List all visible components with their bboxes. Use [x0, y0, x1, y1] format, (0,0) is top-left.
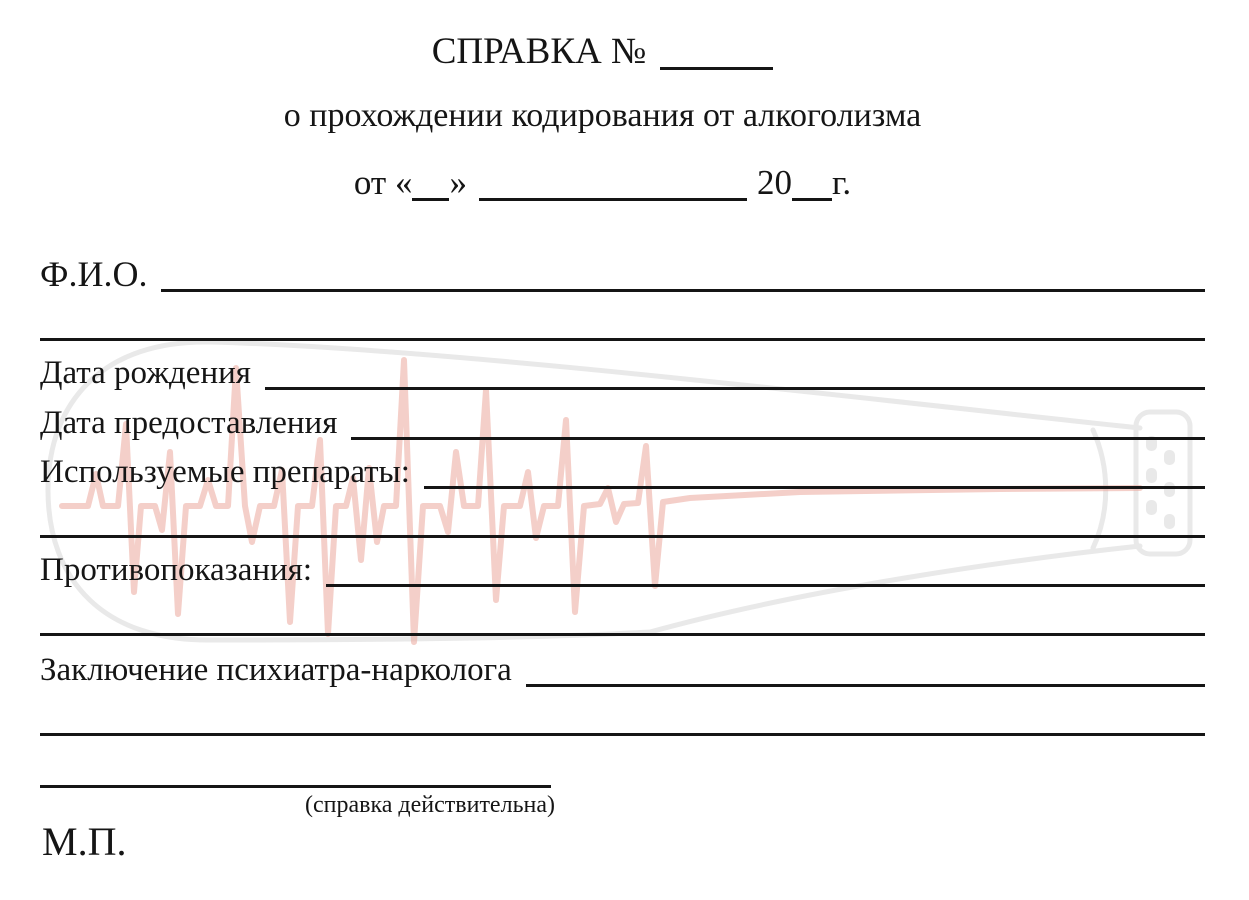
provision-date-blank-line: [351, 437, 1205, 440]
blank-line: [40, 338, 1205, 341]
document-subtitle: о прохождении кодирования от алкоголизма: [283, 97, 922, 134]
birth-date-blank-line: [265, 387, 1205, 390]
provision-date-label: Дата предоставления: [40, 405, 338, 441]
drugs-blank-line: [424, 486, 1205, 489]
field-row-conclusion: [40, 647, 1205, 687]
stamp-place-label: М.П.: [42, 819, 127, 864]
blank-line: [40, 733, 1205, 736]
document-title: [0, 32, 1205, 73]
day-blank: [412, 196, 449, 201]
contraindications-label: Противопоказания:: [40, 552, 313, 588]
quote-close: »: [449, 163, 467, 202]
drugs-label: Используемые препараты:: [40, 454, 410, 490]
validity-note: (справка действительна): [305, 792, 555, 818]
issue-date-line: [0, 164, 1205, 203]
fio-continuation-line: [40, 301, 1205, 341]
date-prefix: от: [353, 163, 387, 202]
month-blank: [479, 196, 747, 201]
fio-blank-line: [161, 289, 1205, 292]
validity-blank-line-row: [40, 748, 551, 788]
conclusion-continuation-line: [40, 696, 1205, 736]
contraindications-blank-line: [326, 584, 1205, 587]
quote-open: «: [394, 163, 413, 202]
field-row-provision-date: [40, 400, 1205, 440]
year-blank: [792, 196, 832, 201]
blank-line: [40, 633, 1205, 636]
field-row-drugs: [40, 449, 1205, 489]
conclusion-label: Заключение психиатра-нарколога: [40, 652, 512, 688]
blank-line: [40, 535, 1205, 538]
certificate-number-blank: [660, 65, 773, 70]
contraindications-continuation-line: [40, 596, 1205, 636]
validity-blank-line: [40, 785, 551, 788]
field-row-birth-date: [40, 350, 1205, 390]
field-row-fio: [40, 252, 1205, 292]
conclusion-blank-line: [526, 684, 1205, 687]
birth-date-label: Дата рождения: [40, 355, 251, 391]
drugs-continuation-line: [40, 498, 1205, 538]
year-prefix: 20: [756, 163, 792, 202]
fio-label: Ф.И.О.: [40, 254, 148, 294]
title-text: СПРАВКА №: [431, 31, 647, 72]
field-row-contraindications: [40, 547, 1205, 587]
year-suffix: г.: [831, 163, 852, 202]
